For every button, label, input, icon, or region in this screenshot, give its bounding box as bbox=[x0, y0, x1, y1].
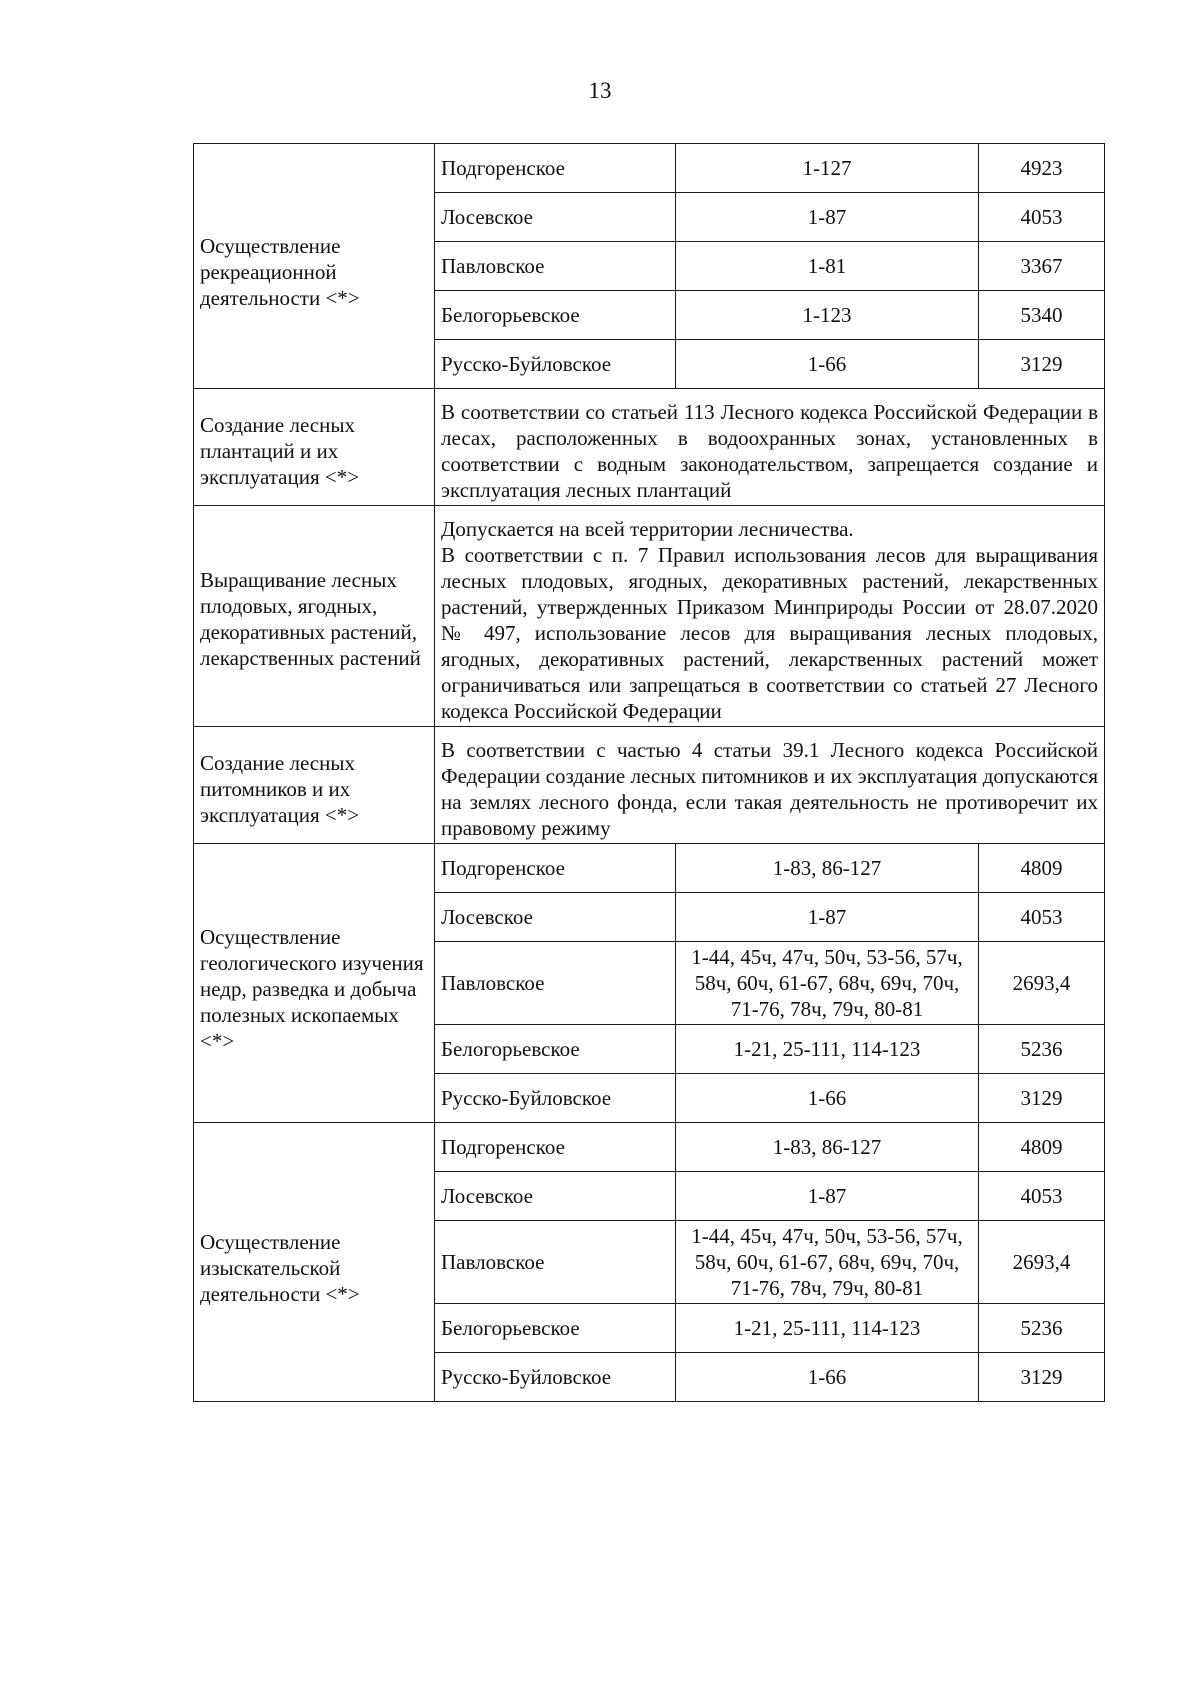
area-cell: 2693,4 bbox=[979, 1221, 1105, 1304]
forestry-cell: Подгоренское bbox=[435, 844, 676, 893]
area-cell: 5236 bbox=[979, 1025, 1105, 1074]
description-paragraph: Допускается на всей территории лесничества. bbox=[441, 517, 854, 541]
forestry-cell: Русско-Буйловское bbox=[435, 1074, 676, 1123]
quarters-cell: 1-21, 25-111, 114-123 bbox=[676, 1025, 979, 1074]
quarters-cell: 1-44, 45ч, 47ч, 50ч, 53-56, 57ч, 58ч, 60ч, 61-67, 68ч, 69ч, 70ч, 71-76, 78ч, 79ч, 80-81 bbox=[676, 942, 979, 1025]
activity-cell: Создание лесных плантаций и их эксплуатация <*> bbox=[194, 389, 435, 506]
forestry-cell: Лосевское bbox=[435, 893, 676, 942]
quarters-cell: 1-66 bbox=[676, 1074, 979, 1123]
quarters-cell: 1-81 bbox=[676, 242, 979, 291]
activity-cell: Осуществление изыскательской деятельности <*> bbox=[194, 1123, 435, 1402]
activity-cell: Осуществление рекреационной деятельности <*> bbox=[194, 144, 435, 389]
description-cell bbox=[435, 506, 1105, 727]
table-row bbox=[194, 144, 1105, 193]
forestry-cell: Павловское bbox=[435, 1221, 676, 1304]
table-row bbox=[194, 844, 1105, 893]
area-cell: 5236 bbox=[979, 1304, 1105, 1353]
area-cell: 5340 bbox=[979, 291, 1105, 340]
area-cell: 3367 bbox=[979, 242, 1105, 291]
area-cell: 3129 bbox=[979, 1353, 1105, 1402]
forestry-cell: Подгоренское bbox=[435, 144, 676, 193]
description-paragraph: В соответствии с п. 7 Правил использования лесов для выращивания лесных плодовых, ягодных, декоративных растений, лекарственных растений, утвержденных Приказом Минприроды России от 28.07.2020 № 497, использование лесов для выращивания лесных плодовых, ягодных, декоративных растений, лекарственных растений может ограничиваться или запрещаться в соответствии со статьей 27 Лесного кодекса Российской Федерации bbox=[441, 543, 1098, 723]
forestry-cell: Лосевское bbox=[435, 193, 676, 242]
page-number: 13 bbox=[588, 78, 612, 103]
area-cell: 4923 bbox=[979, 144, 1105, 193]
forestry-cell: Белогорьевское bbox=[435, 1025, 676, 1074]
area-cell: 2693,4 bbox=[979, 942, 1105, 1025]
quarters-cell: 1-87 bbox=[676, 893, 979, 942]
forestry-cell: Павловское bbox=[435, 242, 676, 291]
quarters-cell: 1-21, 25-111, 114-123 bbox=[676, 1304, 979, 1353]
area-cell: 4809 bbox=[979, 844, 1105, 893]
forestry-cell: Подгоренское bbox=[435, 1123, 676, 1172]
activity-cell: Выращивание лесных плодовых, ягодных, декоративных растений, лекарственных растений bbox=[194, 506, 435, 727]
quarters-cell: 1-127 bbox=[676, 144, 979, 193]
quarters-cell: 1-123 bbox=[676, 291, 979, 340]
area-cell: 4053 bbox=[979, 193, 1105, 242]
table-row bbox=[194, 727, 1105, 844]
forest-use-table bbox=[193, 143, 1105, 1402]
forestry-cell: Русско-Буйловское bbox=[435, 340, 676, 389]
quarters-cell: 1-83, 86-127 bbox=[676, 1123, 979, 1172]
forestry-cell: Павловское bbox=[435, 942, 676, 1025]
activity-cell: Создание лесных питомников и их эксплуатация <*> bbox=[194, 727, 435, 844]
forestry-cell: Русско-Буйловское bbox=[435, 1353, 676, 1402]
area-cell: 3129 bbox=[979, 1074, 1105, 1123]
quarters-cell: 1-87 bbox=[676, 1172, 979, 1221]
area-cell: 4053 bbox=[979, 893, 1105, 942]
quarters-cell: 1-87 bbox=[676, 193, 979, 242]
table-row bbox=[194, 389, 1105, 506]
area-cell: 3129 bbox=[979, 340, 1105, 389]
quarters-cell: 1-66 bbox=[676, 1353, 979, 1402]
forestry-cell: Лосевское bbox=[435, 1172, 676, 1221]
description-cell: В соответствии со статьей 113 Лесного кодекса Российской Федерации в лесах, расположенных в водоохранных зонах, установленных в соответствии с водным законодательством, запрещается создание и эксплуатация лесных плантаций bbox=[435, 389, 1105, 506]
forestry-cell: Белогорьевское bbox=[435, 1304, 676, 1353]
quarters-cell: 1-66 bbox=[676, 340, 979, 389]
table-row bbox=[194, 1123, 1105, 1172]
description-cell: В соответствии с частью 4 статьи 39.1 Лесного кодекса Российской Федерации создание лесных питомников и их эксплуатация допускаются на землях лесного фонда, если такая деятельность не противоречит их правовому режиму bbox=[435, 727, 1105, 844]
quarters-cell: 1-44, 45ч, 47ч, 50ч, 53-56, 57ч, 58ч, 60ч, 61-67, 68ч, 69ч, 70ч, 71-76, 78ч, 79ч, 80-81 bbox=[676, 1221, 979, 1304]
area-cell: 4809 bbox=[979, 1123, 1105, 1172]
activity-cell: Осуществление геологического изучения недр, разведка и добыча полезных ископаемых <*> bbox=[194, 844, 435, 1123]
table-row bbox=[194, 506, 1105, 727]
quarters-cell: 1-83, 86-127 bbox=[676, 844, 979, 893]
area-cell: 4053 bbox=[979, 1172, 1105, 1221]
forestry-cell: Белогорьевское bbox=[435, 291, 676, 340]
